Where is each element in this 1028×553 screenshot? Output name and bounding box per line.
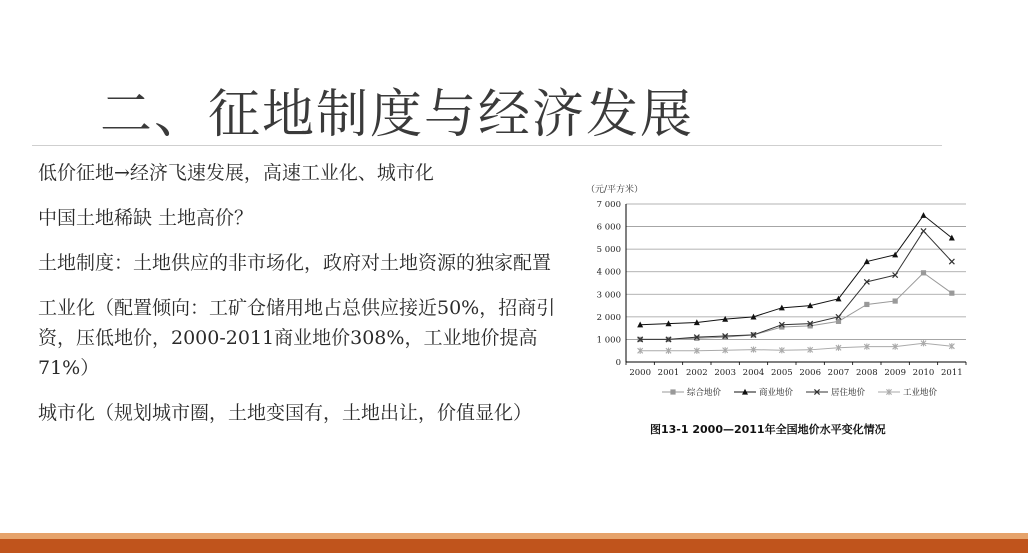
data-point-x — [921, 228, 926, 233]
bullet-item: 工业化（配置倾向：工矿仓储用地占总供应接近50%，招商引资，压低地价，2000-2011商业地价308%，工业地价提高71%） — [38, 297, 556, 379]
data-point-triangle — [921, 212, 927, 218]
y-tick-label: 7 000 — [596, 200, 621, 210]
y-tick-label: 4 000 — [596, 267, 621, 278]
land-price-chart — [584, 180, 974, 440]
data-point-triangle — [949, 235, 955, 241]
data-point-square — [949, 291, 954, 296]
legend-label: 综合地价 — [687, 388, 722, 398]
data-point-square — [864, 302, 869, 307]
y-tick-label: 6 000 — [596, 222, 621, 233]
y-tick-label: 2 000 — [596, 312, 621, 323]
data-point-square — [836, 319, 841, 324]
x-tick-label: 2008 — [856, 368, 878, 378]
x-tick-label: 2001 — [657, 368, 680, 378]
y-tick-label: 5 000 — [596, 245, 621, 256]
bullet-item: 城市化（规划城市圈，土地变国有，土地出让，价值显化） — [38, 402, 533, 424]
legend-label: 商业地价 — [759, 388, 794, 398]
y-tick-label: 1 000 — [596, 335, 621, 346]
legend-label: 居住地价 — [831, 388, 866, 398]
y-tick-label: 3 000 — [596, 290, 621, 301]
x-tick-label: 2009 — [884, 368, 906, 378]
x-tick-label: 2004 — [742, 368, 765, 378]
footer-bar-dark — [0, 539, 1028, 553]
chart-svg — [584, 180, 974, 410]
series-line-triangle — [640, 215, 952, 324]
series-line-square — [640, 273, 952, 340]
x-tick-label: 2006 — [799, 368, 821, 378]
legend-label: 工业地价 — [903, 388, 938, 398]
bullet-item: 土地制度：土地供应的非市场化，政府对土地资源的独家配置 — [38, 252, 552, 274]
slide-title: 二、征地制度与经济发展 — [100, 85, 695, 145]
data-point-x — [949, 259, 954, 264]
bullet-item: 中国土地稀缺 土地高价？ — [38, 207, 254, 229]
x-tick-label: 2005 — [771, 368, 793, 378]
bullet-item: 低价征地→经济飞速发展，高速工业化、城市化 — [38, 162, 434, 184]
x-tick-label: 2011 — [941, 368, 963, 378]
figure-caption: 图13-1 2000—2011年全国地价水平变化情况 — [650, 423, 886, 436]
bullet-list — [38, 158, 578, 443]
series-line-star — [640, 343, 952, 350]
x-tick-label: 2007 — [827, 368, 850, 378]
x-tick-label: 2002 — [686, 368, 708, 378]
data-point-square — [921, 270, 926, 275]
y-unit-label: （元/平方米） — [586, 185, 644, 195]
legend-swatch-marker — [670, 389, 675, 394]
y-tick-label: 0 — [615, 358, 621, 368]
x-tick-label: 2003 — [714, 368, 736, 378]
data-point-square — [893, 298, 898, 303]
x-tick-label: 2010 — [912, 368, 935, 378]
title-divider — [32, 145, 942, 146]
x-tick-label: 2000 — [629, 368, 651, 378]
